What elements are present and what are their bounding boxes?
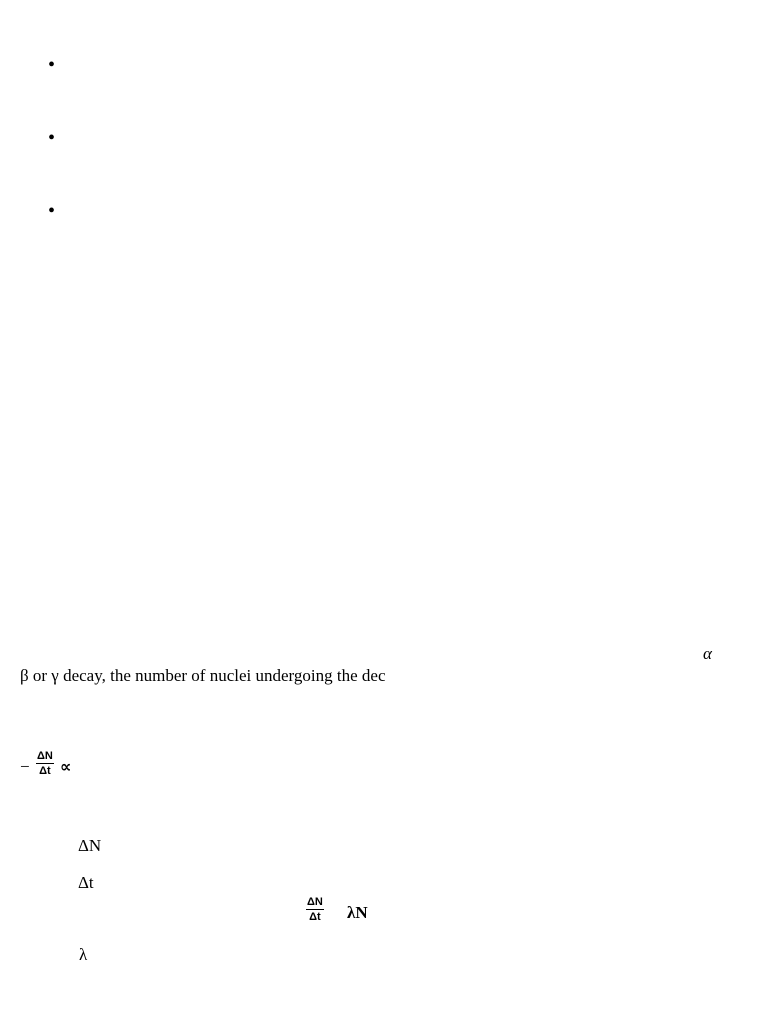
delta-n-over-delta-t-fraction [36,750,54,777]
delta-n-term: ΔN [78,836,102,855]
decay-sentence: β or γ decay, the number of nuclei undergoing the dec [20,666,386,685]
fraction-numerator: ΔN [37,750,53,762]
equation-fraction [306,896,324,923]
bullet-1: • [48,54,56,76]
equation-denominator: Δt [309,911,321,923]
lambda-term: λ [79,945,88,964]
bullet-2: • [48,127,56,149]
fraction-denominator: Δt [39,765,51,777]
minus-sign: − [20,757,30,776]
equation-numerator: ΔN [307,896,323,908]
delta-t-term: Δt [78,873,94,892]
proportional-symbol: ∝ [60,757,72,776]
alpha-symbol: α [703,644,712,663]
bullet-3: • [48,200,56,222]
equation-rhs: λN [347,903,368,922]
